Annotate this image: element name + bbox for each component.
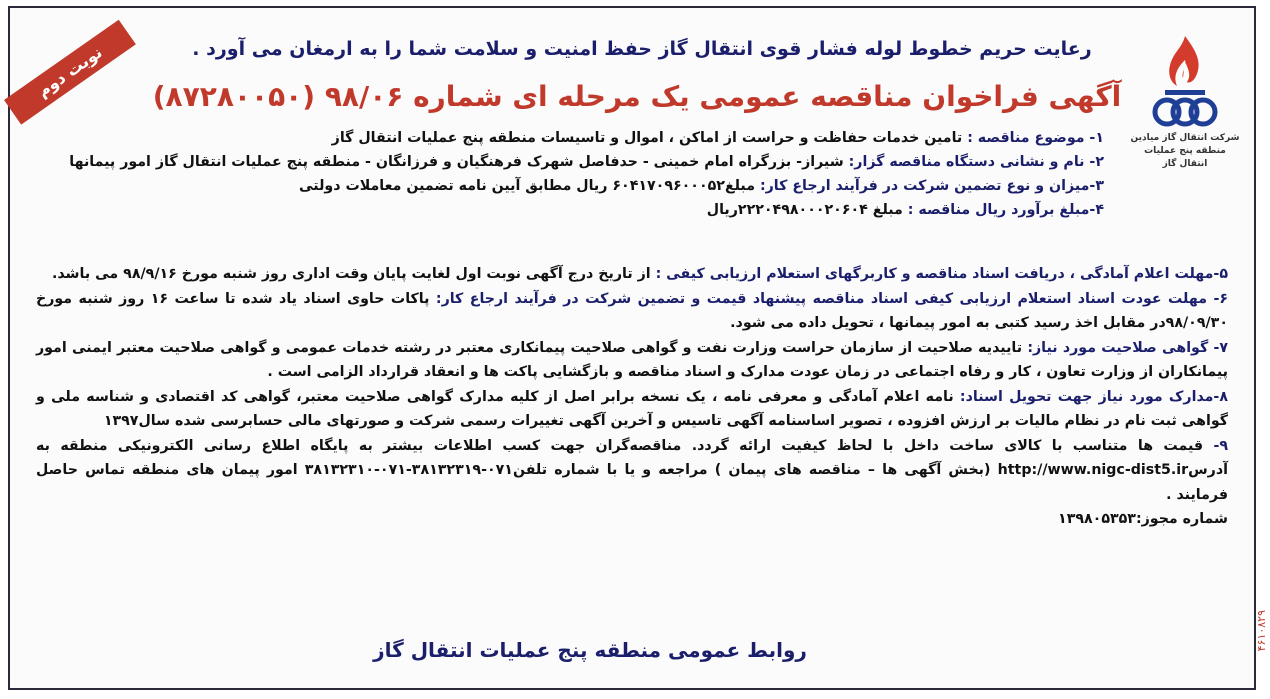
logo-caption-2: منطقه پنج عملیات انتقال گاز bbox=[1144, 146, 1226, 169]
item-1 bbox=[36, 126, 1104, 150]
item-2-text: شیراز- بزرگراه امام خمینی - حدفاصل شهرک فرهنگیان و فرزانگان - منطقه پنج عملیات انتقال گاز امور پیمانها bbox=[69, 154, 844, 170]
notice-items-bottom bbox=[36, 262, 1228, 532]
notice-title: آگهی فراخوان مناقصه عمومی یک مرحله ای شماره ۹۸/۰۶ (۸۷۲۸۰۰۵۰) bbox=[152, 80, 1122, 113]
item-7 bbox=[36, 336, 1228, 385]
item-3 bbox=[36, 174, 1104, 198]
logo-caption-1: شرکت انتقال گاز میادین bbox=[1130, 133, 1240, 143]
notice-frame bbox=[8, 6, 1256, 690]
edition-ribbon: نوبت دوم bbox=[4, 20, 136, 125]
item-5 bbox=[36, 262, 1228, 287]
safety-slogan: رعایت حریم خطوط لوله فشار قوی انتقال گاز حفظ امنیت و سلامت شما را به ارمغان می آورد . bbox=[192, 38, 1092, 60]
side-reference-number: ۴۶۱۰۸۲۹ bbox=[1255, 610, 1268, 652]
item-9-label: ۹- bbox=[1203, 437, 1229, 454]
item-5-text: از تاریخ درج آگهی نوبت اول لغایت پایان وقت اداری روز شنبه مورخ ۹۸/۹/۱۶ می باشد. bbox=[51, 266, 651, 282]
item-5-label: ۵-مهلت اعلام آمادگی ، دریافت اسناد مناقصه و کاربرگهای استعلام ارزیابی کیفی : bbox=[650, 266, 1228, 282]
notice-items-top bbox=[36, 126, 1104, 222]
item-8-label: ۸-مدارک مورد نیاز جهت تحویل اسناد: bbox=[953, 388, 1228, 405]
item-4 bbox=[36, 198, 1104, 222]
item-1-label: ۱- موضوع مناقصه : bbox=[962, 130, 1104, 146]
item-9 bbox=[36, 434, 1228, 508]
item-8 bbox=[36, 385, 1228, 434]
item-8-text: نامه اعلام آمادگی و معرفی نامه ، یک نسخه برابر اصل از کلیه مدارک گواهی صلاحیت معتبر، گواهی کد اقتصادی و شناسه ملی و گواهی ثبت نام در نظام مالیات بر ارزش افزوده ، تصویر اساسنامه آگهی تاسیس و آخرین آگهی تغییرات رسمی شرکت و صورتهای مالی حسابرسی شده سال۱۳۹۷ bbox=[36, 388, 1228, 429]
item-7-label: ۷- گواهی صلاحیت مورد نیاز: bbox=[1022, 339, 1229, 356]
item-2-label: ۲- نام و نشانی دستگاه مناقصه گزار: bbox=[843, 154, 1104, 170]
license-number: شماره مجوز:۱۳۹۸۰۵۳۵۳ bbox=[1058, 511, 1228, 527]
item-4-label: ۴-مبلغ برآورد ریال مناقصه : bbox=[902, 202, 1104, 218]
item-3-text: مبلغ۶۰۴۱۷۰۹۶۰۰۰۵۲ ریال مطابق آیین نامه تضمین معاملات دولتی bbox=[298, 178, 756, 194]
item-6 bbox=[36, 287, 1228, 336]
item-6-label: ۶- مهلت عودت اسناد استعلام ارزیابی کیفی اسناد مناقصه پیشنهاد قیمت و تضمین شرکت در فرآیند ارجاع کار: bbox=[429, 290, 1229, 307]
item-9-text: قیمت ها متناسب با کالای ساخت داخل با لحاظ کیفیت ارائه گردد. مناقصه‌گران جهت کسب اطلاعات بیشتر به پایگاه اطلاع رسانی الکترونیکی منطقه به آدرسhttp://www.nigc-dist5.ir (بخش آگهی ها – مناقصه های پیمان ) مراجعه و یا با شماره تلفن۰۷۱-۳۸۱۳۲۳۱۹-۰۷۱-۳۸۱۳۲۳۱۰ امور پیمان های منطقه تماس حاصل فرمایند . bbox=[36, 437, 1228, 503]
item-2 bbox=[36, 150, 1104, 174]
item-3-label: ۳-میزان و نوع تضمین شرکت در فرآیند ارجاع کار: bbox=[755, 178, 1104, 194]
item-1-text: تامین خدمات حفاظت و حراست از اماکن ، اموال و تاسیسات منطقه پنج عملیات انتقال گاز bbox=[331, 130, 963, 146]
gas-flame-logo-icon bbox=[1145, 32, 1225, 132]
company-logo bbox=[1130, 32, 1240, 171]
item-6-text: پاکات حاوی اسناد یاد شده تا ساعت ۱۶ روز شنبه مورخ ۹۸/۰۹/۳۰در مقابل اخذ رسید کتبی به امور پیمانها ، تحویل داده می شود. bbox=[36, 290, 1228, 331]
item-4-text: مبلغ ۲۲۲۰۴۹۸۰۰۰۲۰۶۰۴ریال bbox=[706, 202, 903, 218]
footer-signature: روابط عمومی منطقه پنج عملیات انتقال گاز bbox=[373, 638, 807, 662]
item-7-text: تاییدیه صلاحیت از سازمان حراست وزارت نفت و گواهی صلاحیت پیمانکاری معتبر در رشته خدمات عمومی و گواهی صلاحیت معتبر ایمنی امور پیمانکاران از وزارت تعاون ، کار و رفاه اجتماعی در زمان عودت مدارک و اسناد مناقصه و بازگشایی پاکت ها و انعقاد قرارداد الزامی است . bbox=[36, 339, 1228, 380]
